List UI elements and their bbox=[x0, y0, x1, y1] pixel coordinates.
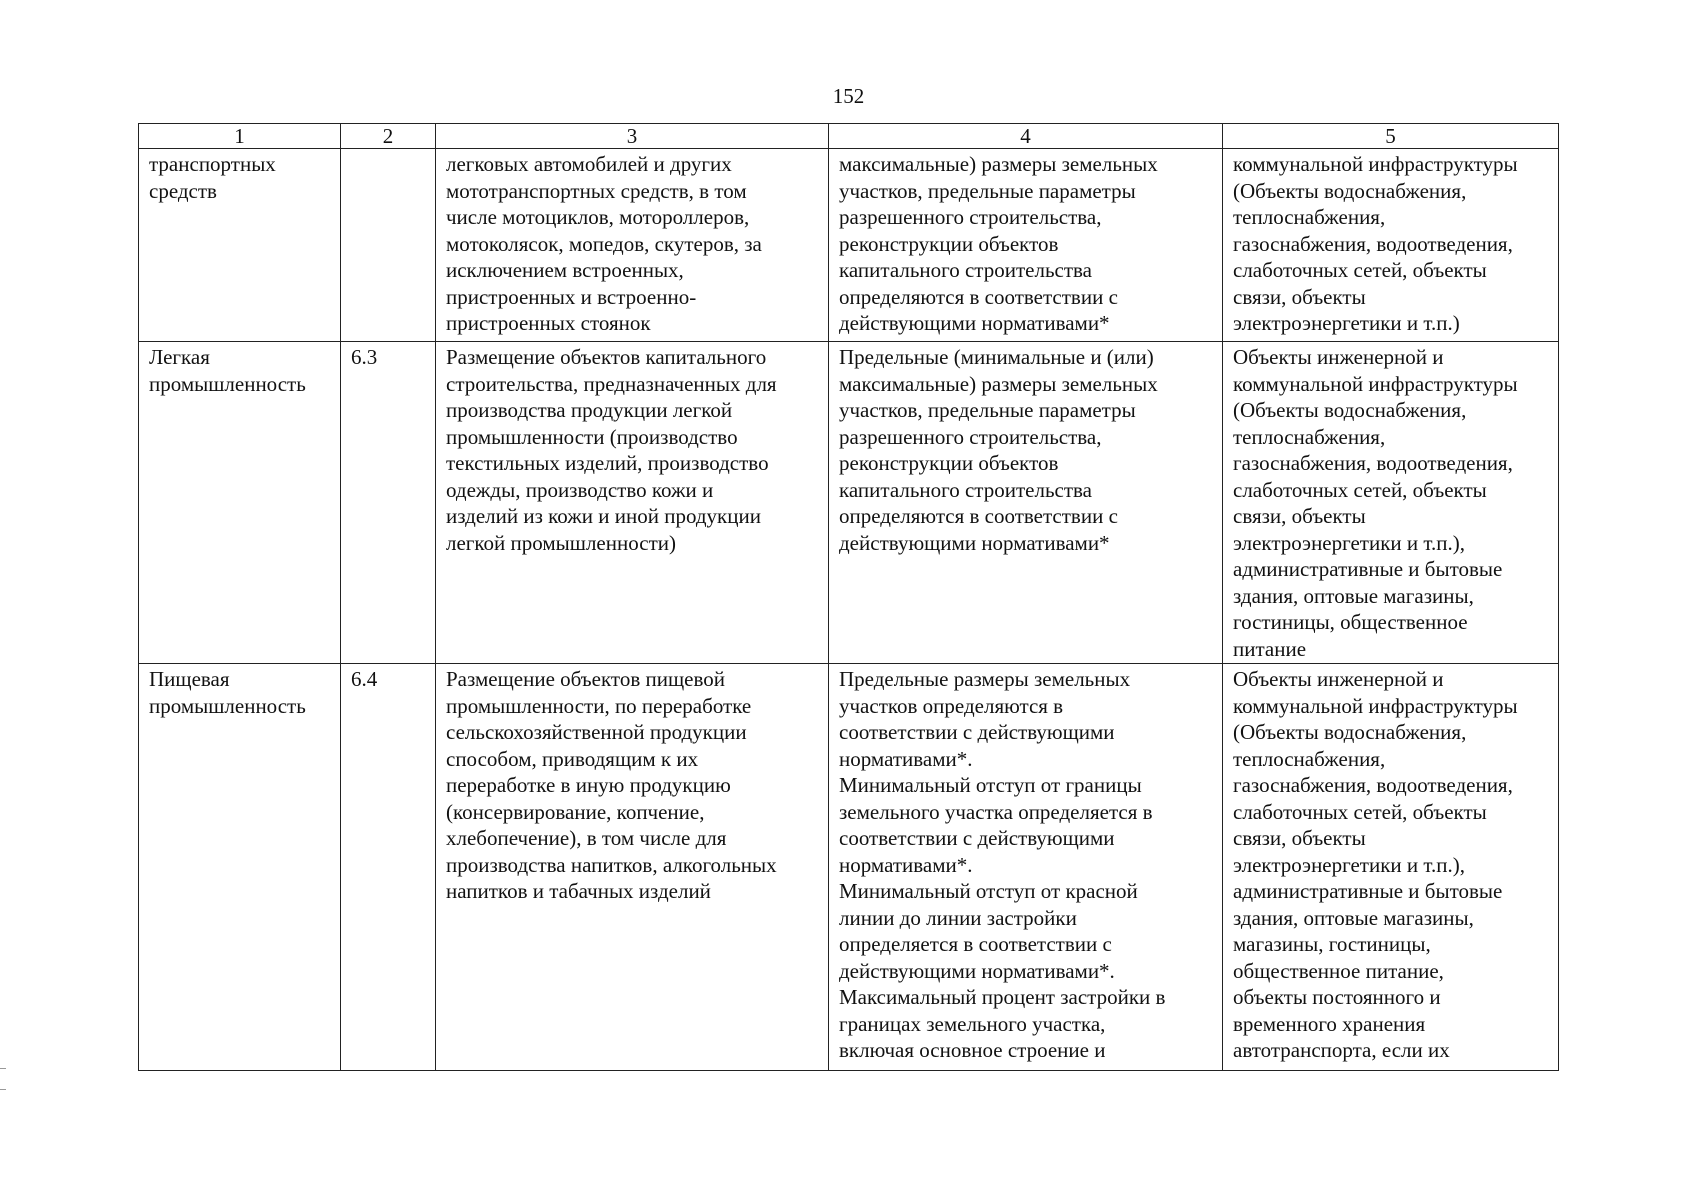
scan-edge-mark bbox=[0, 1068, 6, 1090]
page-number: 152 bbox=[832, 84, 865, 108]
use-name-cell: Легкая промышленность bbox=[139, 342, 341, 664]
column-header-2: 2 bbox=[341, 124, 436, 149]
use-code-cell bbox=[341, 149, 436, 342]
column-header-1: 1 bbox=[139, 124, 341, 149]
zoning-table bbox=[138, 123, 1559, 1071]
auxiliary-uses-cell: коммунальной инфраструктуры (Объекты водоснабжения, теплоснабжения, газоснабжения, водоотведения, слаботочных сетей, объекты связи, объекты электроэнергетики и т.п.) bbox=[1223, 149, 1559, 342]
use-description-cell: легковых автомобилей и других мототранспортных средств, в том числе мотоциклов, мотороллеров, мотоколясок, мопедов, скутеров, за исключением встроенных, пристроенных и встроенно- пристроенных стоянок bbox=[436, 149, 829, 342]
use-code-cell: 6.3 bbox=[341, 342, 436, 664]
use-code-cell: 6.4 bbox=[341, 664, 436, 1071]
table-row bbox=[139, 664, 1559, 1071]
use-description-cell: Размещение объектов капитального строительства, предназначенных для производства продукции легкой промышленности (производство текстильных изделий, производство одежды, производство кожи и изделий из кожи и иной продукции легкой промышленности) bbox=[436, 342, 829, 664]
table-row bbox=[139, 149, 1559, 342]
parameters-cell: Предельные размеры земельных участков определяются в соответствии с действующими нормативами*. Минимальный отступ от границы земельного участка определяется в соответствии с действующими нормативами*. Минимальный отступ от красной линии до линии застройки определяется в соответствии с действующими нормативами*. Максимальный процент застройки в границах земельного участка, включая основное строение и bbox=[829, 664, 1223, 1071]
parameters-cell: максимальные) размеры земельных участков, предельные параметры разрешенного строительства, реконструкции объектов капитального строительства определяются в соответствии с действующими нормативами* bbox=[829, 149, 1223, 342]
column-header-5: 5 bbox=[1223, 124, 1559, 149]
use-name-cell: Пищевая промышленность bbox=[139, 664, 341, 1071]
table-header-row bbox=[139, 124, 1559, 149]
use-name-cell: транспортных средств bbox=[139, 149, 341, 342]
column-header-4: 4 bbox=[829, 124, 1223, 149]
auxiliary-uses-cell: Объекты инженерной и коммунальной инфраструктуры (Объекты водоснабжения, теплоснабжения, газоснабжения, водоотведения, слаботочных сетей, объекты связи, объекты электроэнергетики и т.п.), административные и бытовые здания, оптовые магазины, магазины, гостиницы, общественное питание, объекты постоянного и временного хранения автотранспорта, если их bbox=[1223, 664, 1559, 1071]
use-description-cell: Размещение объектов пищевой промышленности, по переработке сельскохозяйственной продукции способом, приводящим к их переработке в иную продукцию (консервирование, копчение, хлебопечение), в том числе для производства напитков, алкогольных напитков и табачных изделий bbox=[436, 664, 829, 1071]
parameters-cell: Предельные (минимальные и (или) максимальные) размеры земельных участков, предельные параметры разрешенного строительства, реконструкции объектов капитального строительства определяются в соответствии с действующими нормативами* bbox=[829, 342, 1223, 664]
auxiliary-uses-cell: Объекты инженерной и коммунальной инфраструктуры (Объекты водоснабжения, теплоснабжения, газоснабжения, водоотведения, слаботочных сетей, объекты связи, объекты электроэнергетики и т.п.), административные и бытовые здания, оптовые магазины, гостиницы, общественное питание bbox=[1223, 342, 1559, 664]
column-header-3: 3 bbox=[436, 124, 829, 149]
table-row bbox=[139, 342, 1559, 664]
